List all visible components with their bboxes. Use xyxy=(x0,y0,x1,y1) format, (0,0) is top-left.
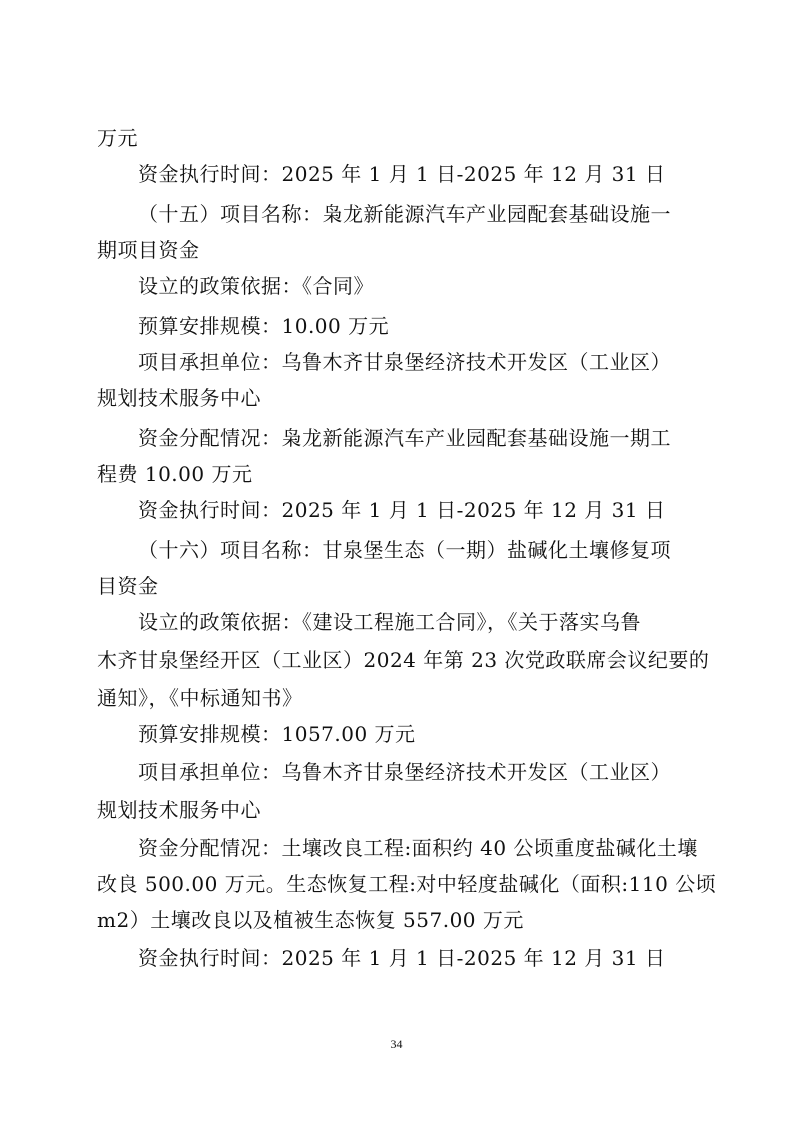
text-line: 资金执行时间：2025 年 1 月 1 日-2025 年 12 月 31 日 xyxy=(138,498,666,522)
text-line: 资金分配情况：枭龙新能源汽车产业园配套基础设施一期工 xyxy=(138,426,671,450)
text-line: 改良 500.00 万元。生态恢复工程:对中轻度盐碱化（面积:110 公顷 xyxy=(97,872,717,896)
text-line: m2）土壤改良以及植被生态恢复 557.00 万元 xyxy=(97,908,524,932)
text-line: 通知》，《中标通知书》 xyxy=(97,686,303,710)
text-line: 项目承担单位：乌鲁木齐甘泉堡经济技术开发区（工业区） xyxy=(138,350,671,374)
text-line: 规划技术服务中心 xyxy=(97,798,261,822)
text-line: 目资金 xyxy=(97,574,159,598)
section-heading: （十五）项目名称：枭龙新能源汽车产业园配套基础设施一 xyxy=(138,202,671,226)
text-line: 木齐甘泉堡经开区（工业区）2024 年第 23 次党政联席会议纪要的 xyxy=(97,648,710,672)
text-line: 规划技术服务中心 xyxy=(97,386,261,410)
text-line: 项目承担单位：乌鲁木齐甘泉堡经济技术开发区（工业区） xyxy=(138,760,671,784)
page-number: 34 xyxy=(390,1037,403,1051)
text-line: 程费 10.00 万元 xyxy=(97,462,253,486)
text-line: 期项目资金 xyxy=(97,238,200,262)
text-line: 预算安排规模：1057.00 万元 xyxy=(138,722,416,746)
text-line: 资金执行时间：2025 年 1 月 1 日-2025 年 12 月 31 日 xyxy=(138,946,666,970)
text-line: 资金执行时间：2025 年 1 月 1 日-2025 年 12 月 31 日 xyxy=(138,162,666,186)
text-line: 万元 xyxy=(97,126,138,150)
text-line: 设立的政策依据：《建设工程施工合同》，《关于落实乌鲁 xyxy=(138,610,641,634)
text-line: 预算安排规模：10.00 万元 xyxy=(138,314,390,338)
text-line: 设立的政策依据：《合同》 xyxy=(138,274,374,298)
section-heading: （十六）项目名称：甘泉堡生态（一期）盐碱化土壤修复项 xyxy=(138,538,671,562)
text-line: 资金分配情况：土壤改良工程:面积约 40 公顷重度盐碱化土壤 xyxy=(138,836,698,860)
